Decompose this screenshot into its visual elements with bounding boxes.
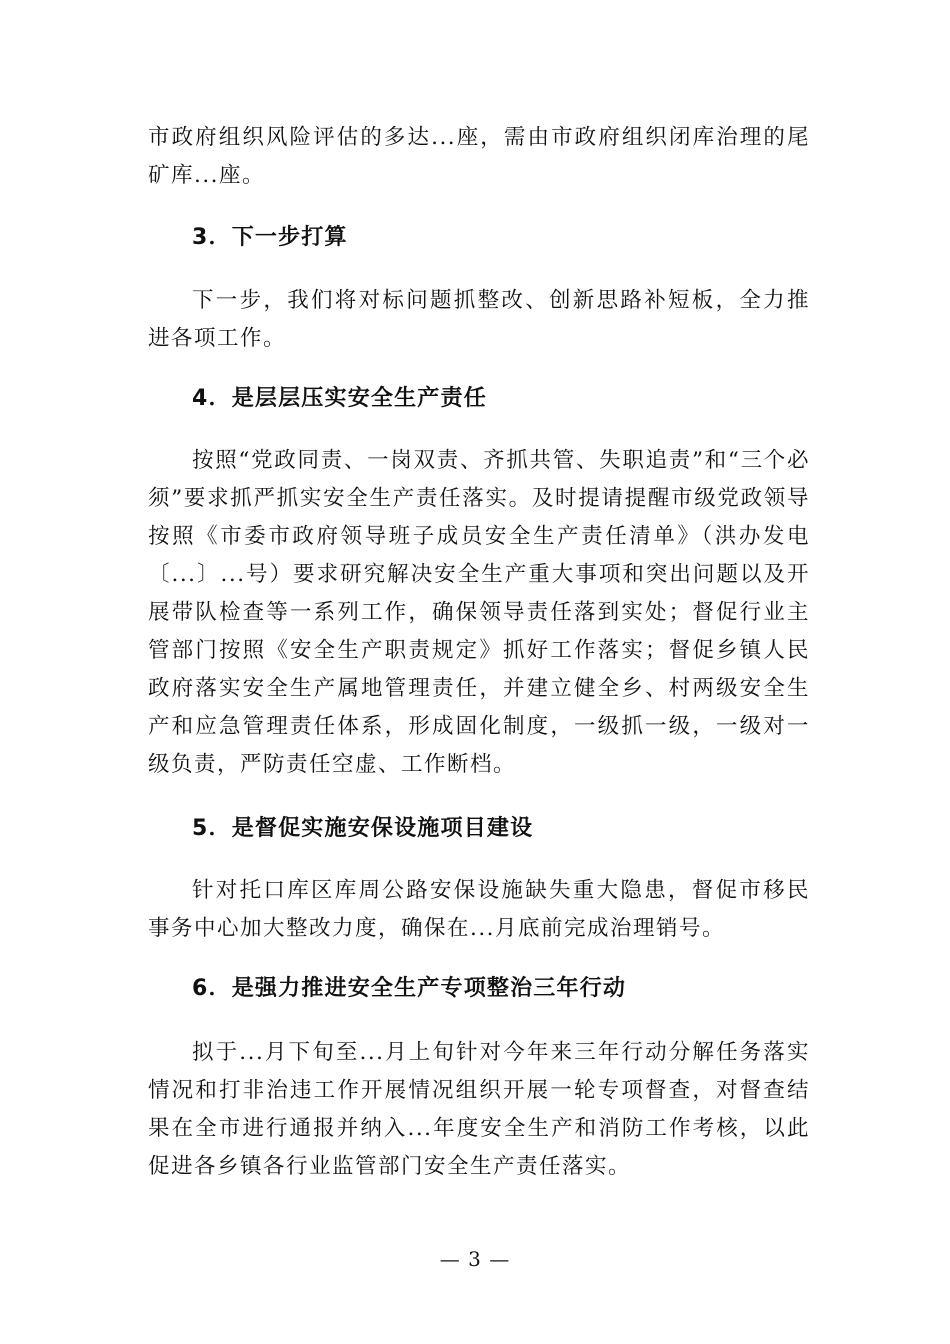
heading-facilities: 5．是督促实施安保设施项目建设 — [192, 816, 534, 841]
paragraph-intro: 市政府组织风险评估的多达...座，需由市政府组织闭库治理的尾矿库...座。 — [148, 125, 810, 188]
paragraph-campaign: 拟于...月下旬至...月上旬针对今年来三年行动分解任务落实情况和打非治违工作开展情况组织开展一轮专项督查，对督查结果在全市进行通报并纳入...年度安全生产和消防工作考核，以此促进各乡镇各行业监管部门安全生产责任落实。 — [148, 1040, 810, 1179]
page-number: — 3 — — [439, 1247, 511, 1271]
paragraph-responsibility: 按照“党政同责、一岗双责、齐抓共管、失职追责”和“三个必须”要求抓严抓实安全生产责任落实。及时提请提醒市级党政领导按照《市委市政府领导班子成员安全生产责任清单》（洪办发电〔...〕...号）要求研究解决安全生产重大事项和突出问题以及开展带队检查等一系列工作，确保领导责任落到实处；督促行业主管部门按照《安全生产职责规定》抓好工作落实；督促乡镇人民政府落实安全生产属地管理责任，并建立健全乡、村两级安全生产和应急管理责任体系，形成固化制度，一级抓一级，一级对一级负责，严防责任空虚、工作断档。 — [148, 448, 810, 777]
paragraph-facilities: 针对托口库区库周公路安保设施缺失重大隐患，督促市移民事务中心加大整改力度，确保在...月底前完成治理销号。 — [148, 878, 810, 941]
heading-next-steps: 3．下一步打算 — [192, 225, 348, 250]
heading-campaign: 6．是强力推进安全生产专项整治三年行动 — [192, 976, 627, 1001]
paragraph-next-steps: 下一步，我们将对标问题抓整改、创新思路补短板，全力推进各项工作。 — [148, 288, 810, 351]
heading-responsibility: 4．是层层压实安全生产责任 — [192, 386, 487, 411]
